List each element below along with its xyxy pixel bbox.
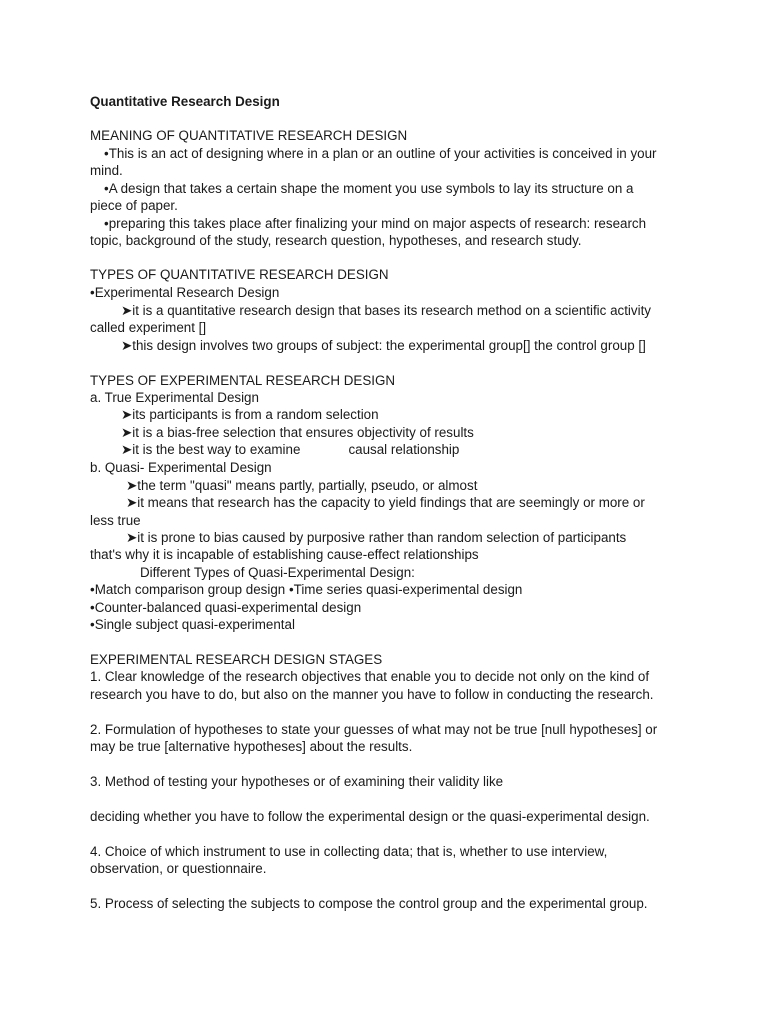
true-design-point-3 <box>121 441 459 458</box>
types-item: •Experimental Research Design <box>90 285 280 300</box>
quasi-design-point-1: ➤the term "quasi" means partly, partially, pseudo, or almost <box>126 478 478 493</box>
stage-1-cont: research you have to do, but also on the manner you have to follow in conducting the research. <box>90 687 654 702</box>
stage-3-cont: deciding whether you have to follow the experimental design or the quasi-experimental design. <box>90 809 650 824</box>
quasi-type-1: •Match comparison group design •Time series quasi-experimental design <box>90 582 523 597</box>
types-subitem-2: ➤this design involves two groups of subject: the experimental group[] the control group [] <box>121 338 646 353</box>
stage-2-cont: may be true [alternative hypotheses] about the results. <box>90 739 413 754</box>
true-design-point-3-b: causal relationship <box>348 442 460 457</box>
meaning-bullet-1: •This is an act of designing where in a plan or an outline of your activities is conceived in your <box>104 146 657 161</box>
types-subitem-1: ➤it is a quantitative research design that bases its research method on a scientific activity <box>121 303 651 318</box>
document-title: Quantitative Research Design <box>90 94 280 109</box>
quasi-design-point-2: ➤it means that research has the capacity to yield findings that are seemingly or more or <box>126 495 645 510</box>
meaning-bullet-2: •A design that takes a certain shape the moment you use symbols to lay its structure on a <box>104 181 634 196</box>
meaning-bullet-1-cont: mind. <box>90 163 123 178</box>
true-design-point-3-a: ➤it is the best way to examine <box>121 442 301 457</box>
quasi-type-2: •Counter-balanced quasi-experimental design <box>90 600 362 615</box>
true-design-point-2: ➤it is a bias-free selection that ensures objectivity of results <box>121 425 474 440</box>
experimental-heading: TYPES OF EXPERIMENTAL RESEARCH DESIGN <box>90 373 396 388</box>
types-heading: TYPES OF QUANTITATIVE RESEARCH DESIGN <box>90 267 389 282</box>
quasi-design-point-3-cont: that's why it is incapable of establishing cause-effect relationships <box>90 547 479 562</box>
quasi-type-3: •Single subject quasi-experimental <box>90 617 295 632</box>
stage-5: 5. Process of selecting the subjects to compose the control group and the experimental group. <box>90 896 648 911</box>
stage-2: 2. Formulation of hypotheses to state your guesses of what may not be true [null hypotheses] or <box>90 722 658 737</box>
true-design-label: a. True Experimental Design <box>90 390 259 405</box>
stage-4-cont: observation, or questionnaire. <box>90 861 267 876</box>
quasi-types-label: Different Types of Quasi-Experimental Design: <box>140 565 415 580</box>
meaning-heading: MEANING OF QUANTITATIVE RESEARCH DESIGN <box>90 128 408 143</box>
quasi-design-point-2-cont: less true <box>90 513 141 528</box>
stage-4: 4. Choice of which instrument to use in collecting data; that is, whether to use interview, <box>90 844 608 859</box>
stages-heading: EXPERIMENTAL RESEARCH DESIGN STAGES <box>90 652 383 667</box>
true-design-point-1: ➤its participants is from a random selection <box>121 407 379 422</box>
quasi-design-label: b. Quasi- Experimental Design <box>90 460 272 475</box>
meaning-bullet-3: •preparing this takes place after finalizing your mind on major aspects of research: research <box>104 216 647 231</box>
types-subitem-1-cont: called experiment [] <box>90 320 207 335</box>
quasi-design-point-3: ➤it is prone to bias caused by purposive rather than random selection of participants <box>126 530 627 545</box>
meaning-bullet-3-cont: topic, background of the study, research question, hypotheses, and research study. <box>90 233 582 248</box>
stage-3: 3. Method of testing your hypotheses or of examining their validity like <box>90 774 504 789</box>
stage-1: 1. Clear knowledge of the research objectives that enable you to decide not only on the kind of <box>90 669 650 684</box>
meaning-bullet-2-cont: piece of paper. <box>90 198 178 213</box>
